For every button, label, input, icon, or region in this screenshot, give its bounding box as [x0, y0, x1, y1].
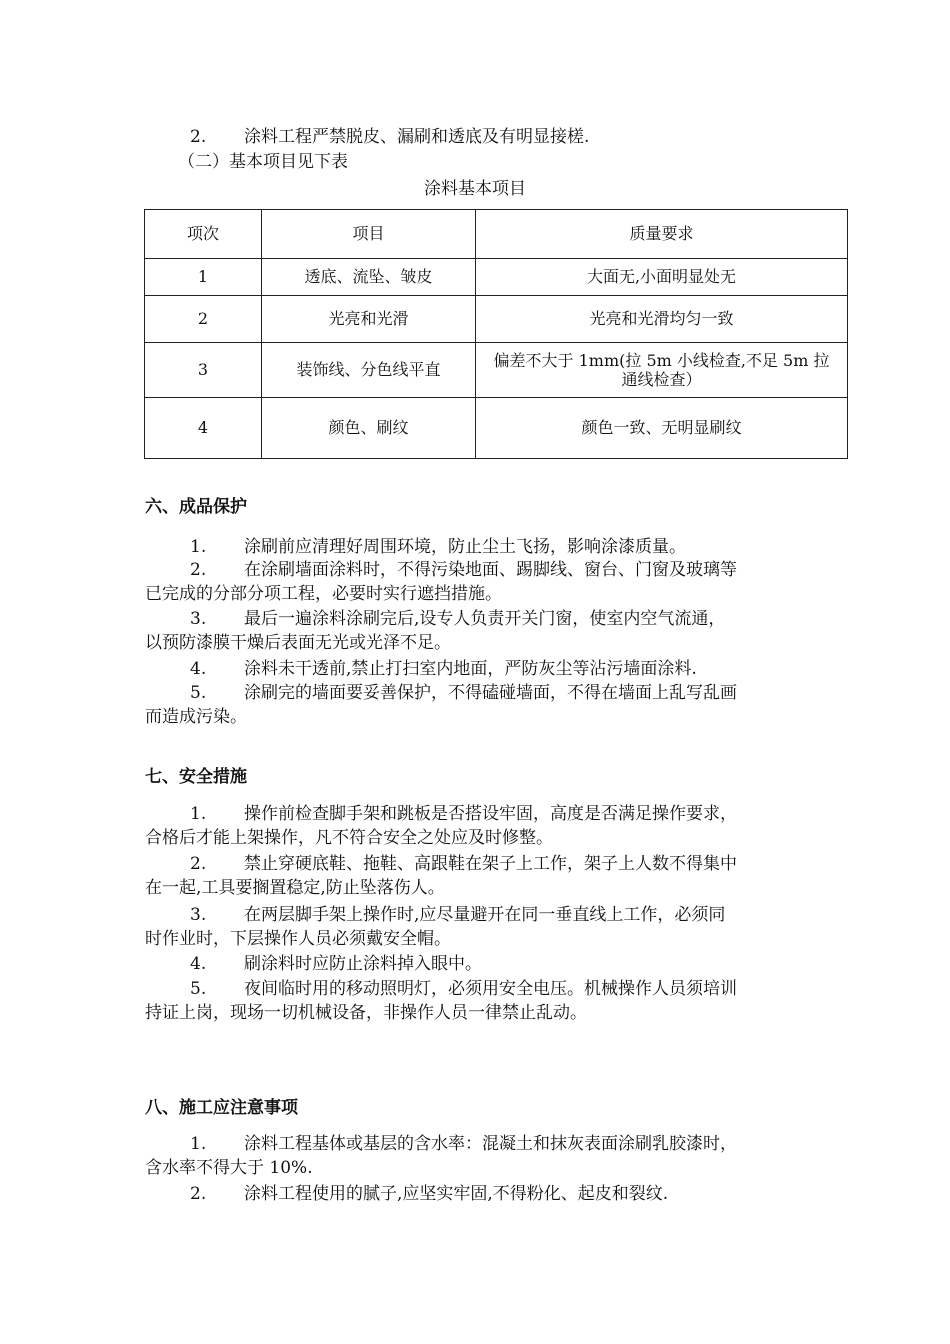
- item-number: 1.: [190, 804, 207, 824]
- table-row: [145, 398, 848, 459]
- header-cell: 项次: [145, 210, 262, 259]
- s8-item-2: [190, 1182, 668, 1206]
- cell-item: 装饰线、分色线平直: [262, 343, 476, 398]
- cell-req: 大面无,小面明显处无: [476, 259, 848, 296]
- s7-item-5: [190, 977, 737, 1001]
- table-row: [145, 343, 848, 398]
- s6-item-2-cont: 已完成的分部分项工程，必要时实行遮挡措施。: [145, 584, 502, 604]
- cell-no: 3: [145, 343, 262, 398]
- item-text: 夜间临时用的移动照明灯，必须用安全电压。机械操作人员须培训: [244, 979, 737, 999]
- cell-no: 2: [145, 296, 262, 343]
- cell-item: 光亮和光滑: [262, 296, 476, 343]
- item-number: 4.: [190, 659, 207, 679]
- item-text: 刷涂料时应防止涂料掉入眼中。: [244, 954, 482, 974]
- cell-req: 光亮和光滑均匀一致: [476, 296, 848, 343]
- intro-item-2: [190, 125, 589, 149]
- cell-req: 颜色一致、无明显刷纹: [476, 398, 848, 459]
- s7-item-2-cont: 在一起,工具要搁置稳定,防止坠落伤人。: [145, 878, 445, 898]
- s7-item-1: [190, 802, 737, 826]
- header-cell: 项目: [262, 210, 476, 259]
- item-number: 2.: [190, 560, 207, 580]
- item-text: 涂料工程基体或基层的含水率：混凝土和抹灰表面涂刷乳胶漆时，: [244, 1134, 737, 1154]
- s6-item-2: [190, 558, 737, 582]
- item-number: 1.: [190, 1134, 207, 1154]
- req-line-1: 偏差不大于 1mm(拉 5m 小线检查,不足 5m 拉: [493, 351, 830, 370]
- s6-item-5: [190, 681, 737, 705]
- s6-item-1: [190, 535, 686, 559]
- item-text: 涂料工程严禁脱皮、漏刷和透底及有明显接槎.: [244, 127, 590, 147]
- item-number: 5.: [190, 683, 207, 703]
- item-number: 2.: [190, 127, 207, 147]
- header-cell: 质量要求: [476, 210, 848, 259]
- req-line-2: 通线检查）: [621, 370, 702, 389]
- item-number: 4.: [190, 954, 207, 974]
- table-header-row: [145, 210, 848, 259]
- s7-item-3-cont: 时作业时，下层操作人员必须戴安全帽。: [145, 929, 451, 949]
- s7-item-3: [190, 903, 725, 927]
- s6-item-3: [190, 607, 725, 631]
- item-text: 涂料未干透前,禁止打扫室内地面，严防灰尘等沾污墙面涂料.: [244, 659, 697, 679]
- quality-table: [144, 209, 848, 459]
- cell-item: 透底、流坠、皱皮: [262, 259, 476, 296]
- item-text: 涂刷前应清理好周围环境，防止尘土飞扬，影响涂漆质量。: [244, 537, 686, 557]
- subsection-label: （二）基本项目见下表: [178, 152, 348, 172]
- item-number: 2.: [190, 1184, 207, 1204]
- item-text: 操作前检查脚手架和跳板是否搭设牢固，高度是否满足操作要求，: [244, 804, 737, 824]
- item-text: 在两层脚手架上操作时,应尽量避开在同一垂直线上工作，必须同: [244, 905, 726, 925]
- item-text: 涂料工程使用的腻子,应坚实牢固,不得粉化、起皮和裂纹.: [244, 1184, 669, 1204]
- s6-item-4: [190, 657, 697, 681]
- item-number: 3.: [190, 905, 207, 925]
- item-number: 5.: [190, 979, 207, 999]
- cell-item: 颜色、刷纹: [262, 398, 476, 459]
- section-heading-7: 七、安全措施: [145, 767, 247, 787]
- table-row: [145, 296, 848, 343]
- s7-item-5-cont: 持证上岗，现场一切机械设备，非操作人员一律禁止乱动。: [145, 1003, 587, 1023]
- cell-req: [476, 343, 848, 398]
- s7-item-4: [190, 952, 482, 976]
- s8-item-1: [190, 1132, 737, 1156]
- section-heading-8: 八、施工应注意事项: [145, 1098, 298, 1118]
- item-number: 3.: [190, 609, 207, 629]
- item-number: 1.: [190, 537, 207, 557]
- item-number: 2.: [190, 854, 207, 874]
- cell-no: 4: [145, 398, 262, 459]
- cell-no: 1: [145, 259, 262, 296]
- s6-item-5-cont: 而造成污染。: [145, 707, 247, 727]
- s6-item-3-cont: 以预防漆膜干燥后表面无光或光泽不足。: [145, 633, 451, 653]
- s7-item-1-cont: 合格后才能上架操作，凡不符合安全之处应及时修整。: [145, 828, 553, 848]
- table-caption: 涂料基本项目: [424, 179, 526, 199]
- s7-item-2: [190, 852, 737, 876]
- table-row: [145, 259, 848, 296]
- item-text: 禁止穿硬底鞋、拖鞋、高跟鞋在架子上工作，架子上人数不得集中: [244, 854, 737, 874]
- item-text: 最后一遍涂料涂刷完后,设专人负责开关门窗，使室内空气流通，: [244, 609, 726, 629]
- s8-item-1-cont: 含水率不得大于 10%.: [145, 1158, 313, 1178]
- section-heading-6: 六、成品保护: [145, 497, 247, 517]
- item-text: 在涂刷墙面涂料时，不得污染地面、踢脚线、窗台、门窗及玻璃等: [244, 560, 737, 580]
- item-text: 涂刷完的墙面要妥善保护，不得磕碰墙面，不得在墙面上乱写乱画: [244, 683, 737, 703]
